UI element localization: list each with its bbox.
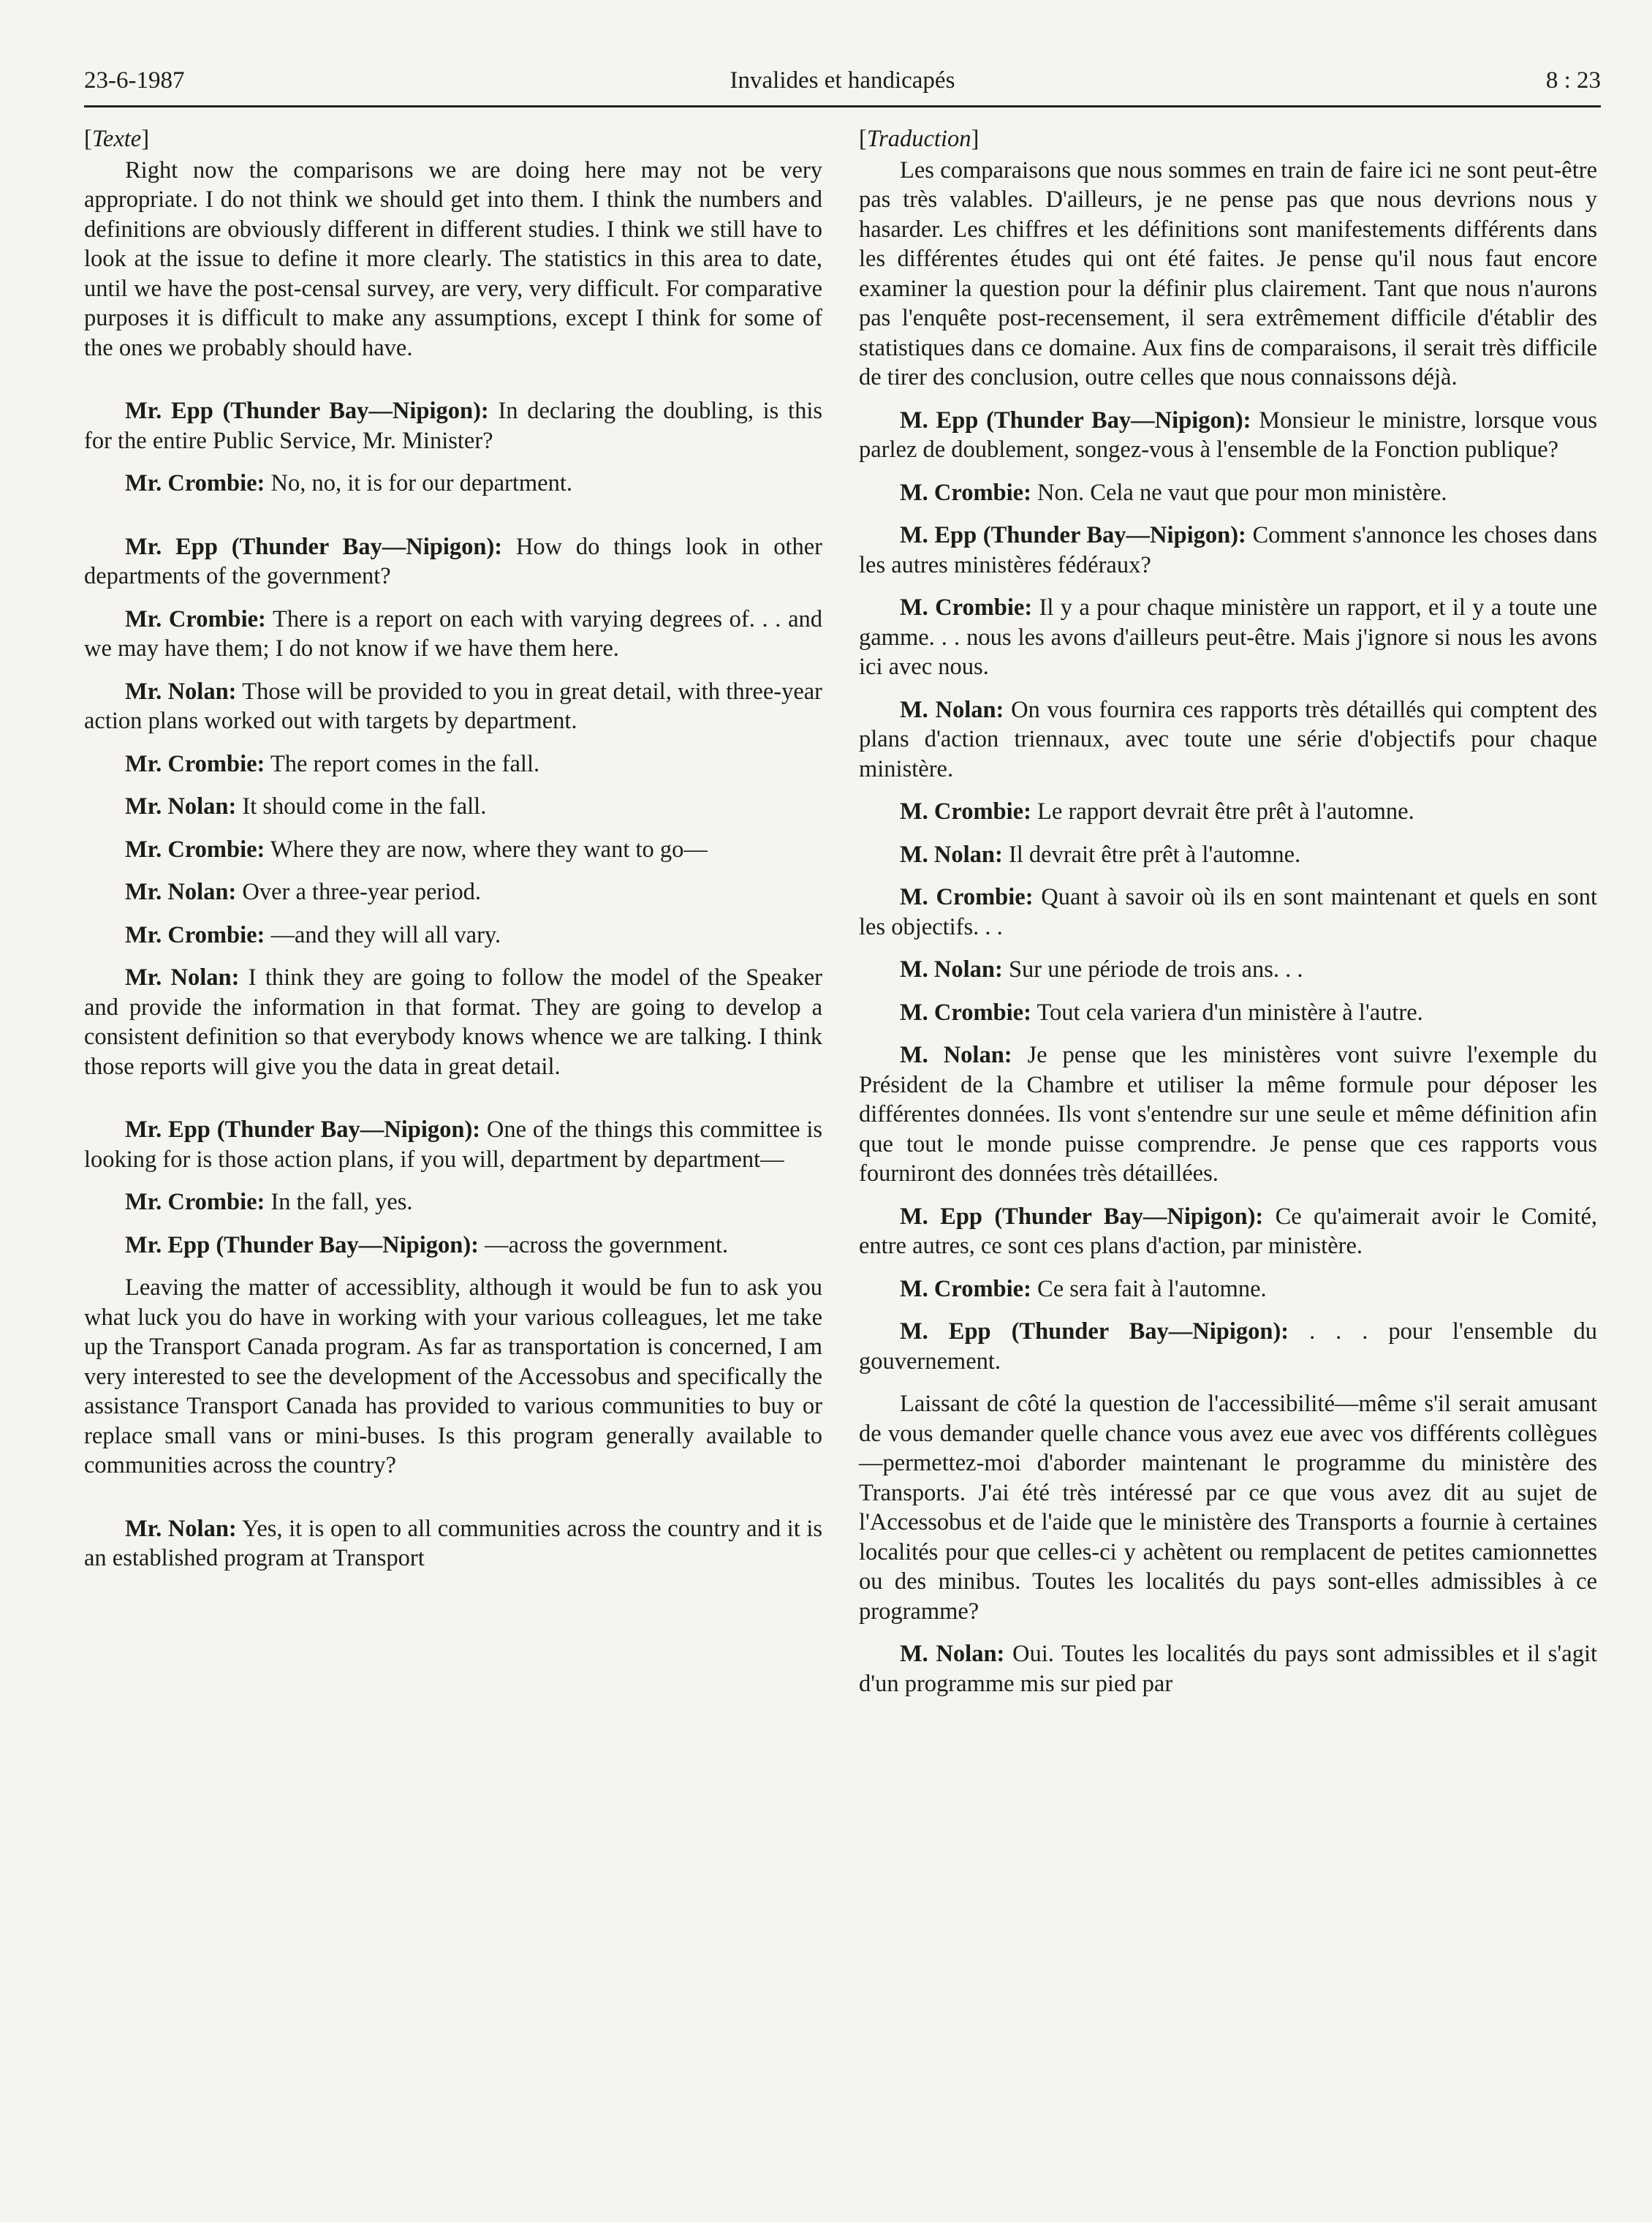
speaker-name: Mr. Nolan: — [125, 793, 237, 820]
speaker-name: M. Crombie: — [900, 594, 1033, 621]
paragraph-text: On vous fournira ces rapports très détaillés qui comptent des plans d'action triennaux, avec toute une série d'objectifs pour chaque ministère. — [859, 696, 1598, 782]
english-paragraphs — [84, 156, 822, 1573]
paragraph-text: It should come in the fall. — [242, 793, 487, 820]
paragraph-text: Les comparaisons que nous sommes en train de faire ici ne sont peut-être pas très valables. D'ailleurs, je ne pense pas que nous devrions nous y hasarder. Les chiffres et les définitions sont manifestements différents dans les différentes études qui ont été faites. Je pense qu'il nous faut encore examiner la question pour la définir plus clairement. Tant que nous n'aurons pas l'enquête post-recensement, il sera extrêmement difficile d'établir des statistiques dans ce domaine. Aux fins de comparaisons, il serait très difficile de tirer des conclusion, outre celles que nous connaissons déjà. — [859, 156, 1597, 390]
speaker-name: Mr. Epp (Thunder Bay—Nipigon): — [125, 533, 503, 560]
speaker-name: M. Nolan: — [900, 1641, 1005, 1667]
speaker-name: M. Nolan: — [900, 1042, 1012, 1068]
speaker-name: M. Epp (Thunder Bay—Nipigon): — [900, 407, 1251, 434]
speaker-name: M. Crombie: — [900, 479, 1031, 506]
column-label-traduction: [Traduction] — [859, 126, 980, 152]
paragraph — [859, 593, 1597, 682]
paragraph-text: Il devrait être prêt à l'automne. — [1008, 841, 1301, 868]
speaker-name: Mr. Crombie: — [125, 750, 265, 777]
paragraph — [859, 797, 1597, 827]
speaker-name: M. Nolan: — [900, 841, 1003, 868]
paragraph-text: No, no, it is for our department. — [270, 470, 572, 496]
speaker-name: Mr. Crombie: — [125, 605, 266, 632]
paragraph-text: Quant à savoir où ils en sont maintenant et quels en sont les objectifs. . . — [859, 884, 1598, 940]
french-column — [859, 124, 1597, 1712]
paragraph — [859, 1639, 1597, 1698]
paragraph-text: Il y a pour chaque ministère un rapport, et il y a toute une gamme. . . nous les avons d'ailleurs peut-être. Mais j'ignore si nous les avons ici avec nous. — [859, 594, 1597, 680]
page-header — [84, 67, 1601, 107]
paragraph — [84, 921, 822, 951]
paragraph-text: There is a report on each with varying degrees of. . . and we may have them; I do not know if we have them here. — [84, 605, 822, 662]
speaker-name: M. Epp (Thunder Bay—Nipigon): — [900, 1318, 1289, 1345]
paragraph-text: . . . pour l'ensemble du gouvernement. — [859, 1318, 1597, 1375]
paragraph-text: In the fall, yes. — [270, 1189, 413, 1215]
speaker-name: M. Nolan: — [900, 956, 1003, 983]
paragraph-text: Over a three-year period. — [242, 879, 482, 905]
paragraph — [84, 469, 822, 499]
paragraph — [859, 883, 1597, 942]
speaker-name: M. Crombie: — [900, 1275, 1031, 1302]
speaker-name: Mr. Crombie: — [125, 470, 265, 496]
speaker-name: Mr. Crombie: — [125, 836, 265, 863]
paragraph-text: —and they will all vary. — [270, 921, 501, 948]
paragraph — [84, 963, 822, 1081]
paragraph-text: Yes, it is open to all communities across the country and it is an established program at Transport — [84, 1515, 823, 1571]
paragraph — [84, 1514, 822, 1573]
paragraph-text: I think they are going to follow the model of the Speaker and provide the information in that format. They are going to develop a consistent definition so that everybody knows whence we are talking. I think those reports will give you the data in great detail. — [84, 964, 822, 1080]
paragraph — [859, 1040, 1597, 1189]
column-label-texte: [Texte] — [84, 126, 150, 152]
french-paragraphs — [859, 156, 1597, 1699]
speaker-name: M. Epp (Thunder Bay—Nipigon): — [900, 1203, 1264, 1230]
paragraph — [84, 1115, 822, 1174]
speaker-name: Mr. Nolan: — [125, 1515, 237, 1542]
paragraph-text: Sur une période de trois ans. . . — [1008, 956, 1303, 983]
paragraph — [859, 695, 1597, 785]
paragraph-text: Je pense que les ministères vont suivre l'exemple du Président de la Chambre et utiliser la même formule pour déposer les différentes données. Ils vont s'entendre sur une seule et même définition afin que tout le monde puisse comprendre. Je pense que ces rapports vous fourniront des données très détaillées. — [859, 1042, 1598, 1187]
paragraph — [859, 955, 1597, 985]
speaker-name: Mr. Epp (Thunder Bay—Nipigon): — [125, 1231, 480, 1258]
paragraph — [84, 835, 822, 865]
paragraph-text: Laissant de côté la question de l'accessibilité—même s'il serait amusant de vous demander quelle chance vous avez eue avec vos différents collègues—permettez-moi d'aborder maintenant le programme du ministère des Transports. J'ai été très intéressé par ce que vous avez dit au sujet de l'Accessobus et de l'aide que le ministère des Transports a fournie à certaines localités pour que celles-ci y achètent ou remplacent de petites camionnettes ou des minibus. Toutes les localités du pays sont-elles admissibles à ce programme? — [859, 1391, 1597, 1625]
paragraph-text: Ce qu'aimerait avoir le Comité, entre autres, ce sont ces plans d'action, par ministère. — [859, 1203, 1597, 1259]
paragraph — [84, 1273, 822, 1481]
header-date: 23-6-1987 — [84, 67, 185, 94]
speaker-name: Mr. Nolan: — [125, 964, 240, 991]
paragraph — [859, 840, 1597, 870]
paragraph — [859, 1202, 1597, 1261]
paragraph-text: Monsieur le ministre, lorsque vous parlez de doublement, songez-vous à l'ensemble de la Fonction publique? — [859, 407, 1597, 463]
paragraph-text: Comment s'annonce les choses dans les autres ministères fédéraux? — [859, 522, 1597, 578]
paragraph — [859, 156, 1597, 393]
speaker-name: Mr. Crombie: — [125, 921, 265, 948]
header-page-number: 8 : 23 — [1545, 67, 1601, 94]
speaker-name: Mr. Epp (Thunder Bay—Nipigon): — [125, 1116, 481, 1143]
paragraph-text: The report comes in the fall. — [270, 750, 540, 777]
speaker-name: M. Crombie: — [900, 999, 1031, 1026]
paragraph — [859, 521, 1597, 580]
paragraph-text: How do things look in other departments of the government? — [84, 533, 823, 589]
paragraph — [859, 406, 1597, 465]
paragraph — [859, 1389, 1597, 1626]
paragraph — [84, 1231, 822, 1261]
speaker-name: Mr. Nolan: — [125, 678, 237, 705]
english-column — [84, 124, 822, 1587]
paragraph-text: Le rapport devrait être prêt à l'automne. — [1037, 798, 1414, 825]
speaker-name: M. Epp (Thunder Bay—Nipigon): — [900, 522, 1246, 548]
speaker-name: Mr. Nolan: — [125, 879, 237, 905]
speaker-name: M. Nolan: — [900, 696, 1004, 723]
header-title: Invalides et handicapés — [730, 67, 955, 94]
paragraph — [84, 532, 822, 592]
speaker-name: M. Crombie: — [900, 798, 1031, 825]
speaker-name: Mr. Crombie: — [125, 1189, 265, 1215]
paragraph — [859, 1317, 1597, 1376]
paragraph-text: Ce sera fait à l'automne. — [1037, 1275, 1267, 1302]
paragraph-text: Those will be provided to you in great detail, with three-year action plans worked out with targets by department. — [84, 678, 822, 734]
paragraph-text: Right now the comparisons we are doing here may not be very appropriate. I do not think we should get into them. I think the numbers and definitions are obviously different in different studies. I think we still have to look at the issue to define it more clearly. The statistics in this area to date, until we have the post-censal survey, are very, very difficult. For comparative purposes it is difficult to make any assumptions, except I think for some of the ones we probably should have. — [84, 156, 822, 361]
paragraph — [859, 1274, 1597, 1304]
paragraph — [84, 1187, 822, 1217]
paragraph — [859, 998, 1597, 1028]
paragraph — [84, 877, 822, 907]
paragraph — [84, 792, 822, 822]
paragraph — [859, 478, 1597, 508]
paragraph-text: —across the government. — [485, 1231, 729, 1258]
paragraph-text: Tout cela variera d'un ministère à l'autre. — [1037, 999, 1423, 1026]
paragraph-text: Where they are now, where they want to go— — [270, 836, 708, 863]
paragraph-text: Oui. Toutes les localités du pays sont admissibles et il s'agit d'un programme mis sur pied par — [859, 1641, 1598, 1697]
paragraph-text: One of the things this committee is looking for is those action plans, if you will, department by department— — [84, 1116, 823, 1173]
paragraph-text: Leaving the matter of accessiblity, although it would be fun to ask you what luck you do have in working with your various colleagues, let me take up the Transport Canada program. As far as transportation is concerned, I am very interested to see the development of the Accessobus and specifically the assistance Transport Canada has provided to various communities to buy or replace small vans or mini-buses. Is this program generally available to communities across the country? — [84, 1274, 822, 1478]
paragraph — [84, 677, 822, 736]
paragraph — [84, 749, 822, 779]
paragraph — [84, 156, 822, 363]
paragraph-text: In declaring the doubling, is this for the entire Public Service, Mr. Minister? — [84, 398, 822, 454]
paragraph — [84, 605, 822, 664]
speaker-name: M. Crombie: — [900, 884, 1034, 910]
speaker-name: Mr. Epp (Thunder Bay—Nipigon): — [125, 398, 489, 424]
paragraph — [84, 396, 822, 456]
paragraph-text: Non. Cela ne vaut que pour mon ministère. — [1037, 479, 1447, 506]
